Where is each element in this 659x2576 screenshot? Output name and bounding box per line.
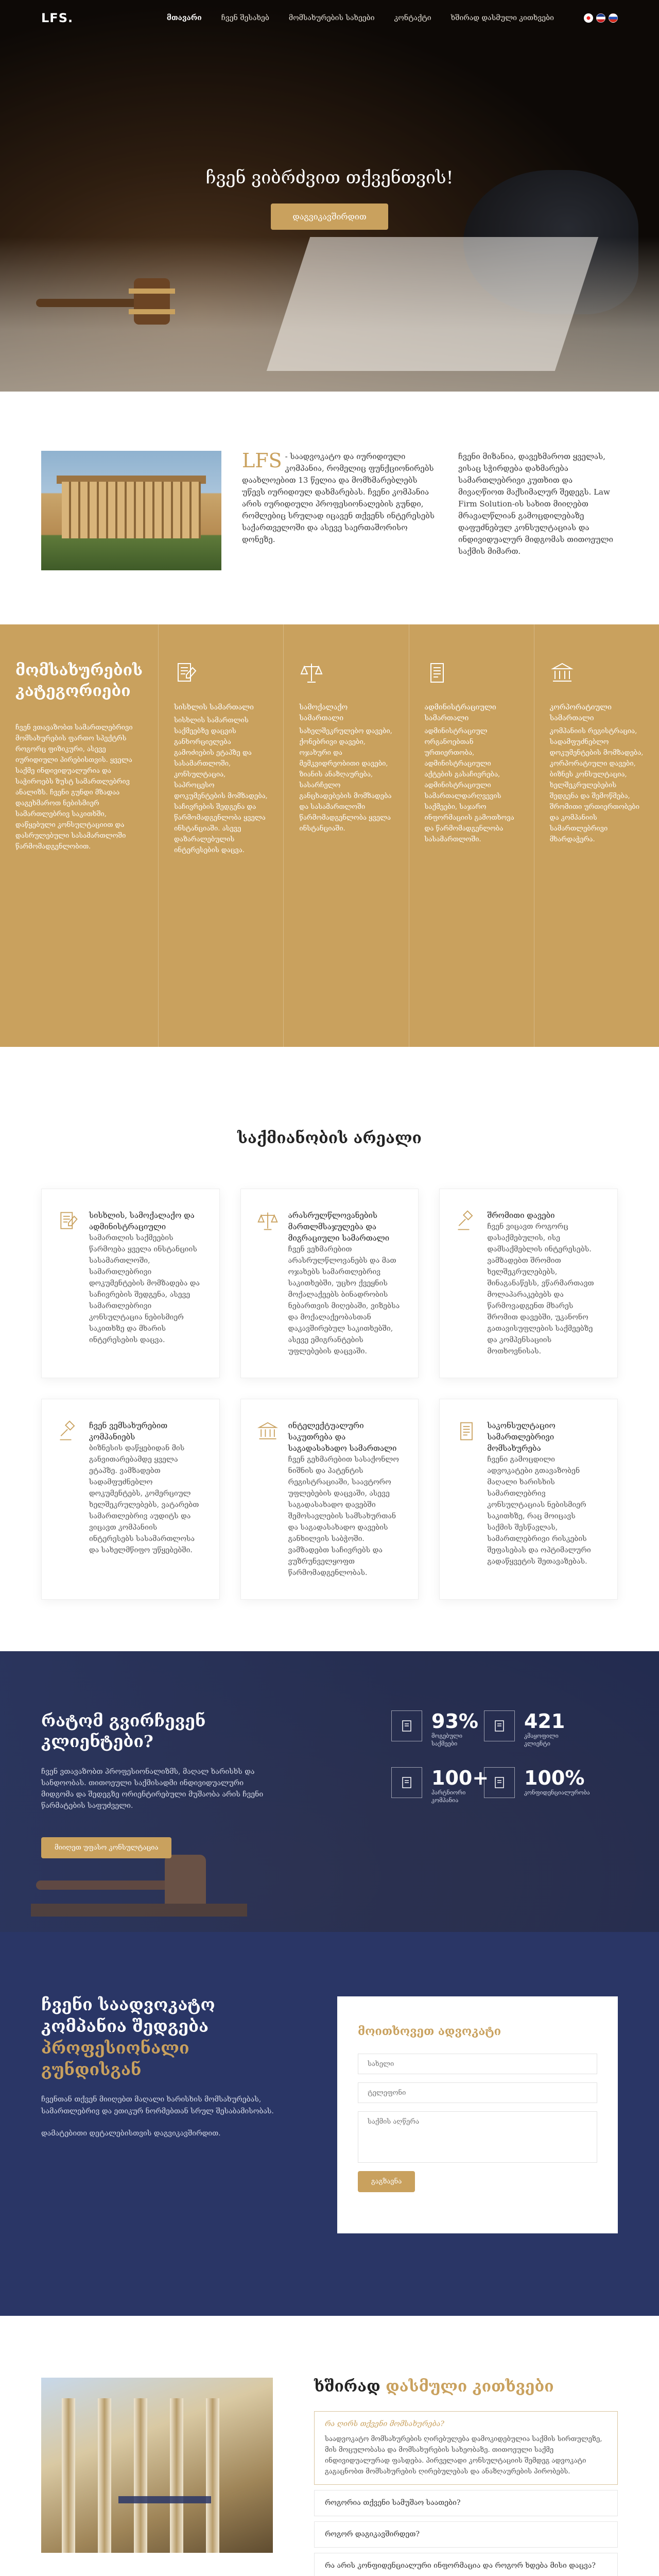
- stat-label: მოგებული საქმეები: [431, 1733, 463, 1747]
- stat-item: [484, 1710, 577, 1752]
- faq-question: როგორია თქვენი სამუშაო საათები?: [325, 2499, 461, 2507]
- card-text: ჩვენ გეხმარებით სასაქონლო ნიშნის და პატენტის რეგისტრაციაში, საავტორო უფლებების დაცვაში, ასევე საგადასახადო დავებში შემოსავლების სამსახურთან და საგადასახადო დავების განხილვის საბჭოში. ვამზადებთ საჩივრებს და ვუზრუნველყოფთ წარმომადგენლობას.: [288, 1455, 399, 1577]
- building-doc-icon: [455, 1420, 478, 1443]
- card-title: არასრულწლოვანების მართლმსაჯულება და მიგრაციული სამართალი: [288, 1211, 390, 1243]
- card-text: ჩვენ ვეხმარებით არასრულწლოვანებს და მათ ოჯახებს სამართლებრივ საკითხებში, უცხო ქვეყნის მოქალაქეებს ბინადრობის ნებართვის მიღებაში, ვიზებსა და მოქალაქეობასთან დაკავშირებულ საკითხებში, ასევე ემიგრანტების უფლებების დაცვაში.: [288, 1245, 400, 1355]
- stat-body: [524, 1710, 570, 1748]
- phone-input[interactable]: [358, 2082, 597, 2103]
- card-body: [487, 1210, 602, 1357]
- image-banner: [118, 2496, 211, 2503]
- category-item: [284, 624, 409, 1047]
- georgia-flag-icon[interactable]: [584, 13, 593, 23]
- name-input[interactable]: [358, 2054, 597, 2074]
- category-heading: ადმინისტრაციული სამართალი: [424, 703, 496, 722]
- stat-body: [431, 1767, 489, 1804]
- faq-title-plain: ხშირად: [314, 2378, 386, 2396]
- free-consultation-button[interactable]: მიიღეთ უფასო კონსულტაცია: [41, 1837, 171, 1858]
- stat-body: [524, 1767, 590, 1797]
- stat-icon-box: [484, 1710, 515, 1741]
- faq-item[interactable]: [314, 2553, 618, 2576]
- hero-contact-button[interactable]: დაგვიკავშირდით: [271, 204, 388, 230]
- bank-icon: [256, 1420, 279, 1443]
- hero-title: ჩვენ ვიბრძვით თქვენთვის!: [205, 167, 454, 188]
- document-icon: [400, 1719, 413, 1733]
- site-logo[interactable]: LFS.: [41, 11, 74, 25]
- card-title: სისხლის, სამოქალაქო და ადმინისტრაციული: [89, 1211, 195, 1231]
- submit-button[interactable]: გაგზავნა: [358, 2171, 415, 2192]
- practice-card: [439, 1399, 618, 1600]
- category-text: კომპანიის რეგისტრაცია, სადამფუძნებლო დოკუმენტების მომზადება, კორპორატიული დავები, ბიზნეს კონსულტაცია, ხელშეკრულებების შედგენა და შემოწმება, შრომითი ურთიერთობები და კომპანიის სამართლებრივი მხარდაჭერა.: [549, 727, 644, 843]
- faq-title: [314, 2378, 618, 2396]
- contact-text-1: ჩვენთან თქვენ მიიღებთ მაღალი ხარისხის მომსახურებას, სამართლებრივ და ეთიკურ ნორმებთან სრულ შესაბამისობას.: [41, 2095, 274, 2115]
- practice-cards: [41, 1189, 618, 1600]
- faq-question: რა ღირს თქვენი მომსახურება?: [325, 2420, 444, 2428]
- category-item: [409, 624, 534, 1047]
- card-text: სამართლის საქმეების წარმოება ყველა ინსტანციის სასამართლოში, სამართლებრივი დოკუმენტების მომზადება და საჩივრების შედგენა, ასევე სამართლებრივი კონსულტაცია ნებისმიერ საკითხზე და მხარის ინტერესების დაცვა.: [89, 1234, 200, 1344]
- bank-icon: [550, 660, 575, 685]
- practice-card: [41, 1399, 220, 1600]
- top-navigation: [0, 0, 659, 36]
- faq-list: [314, 2378, 618, 2576]
- stat-icon-box: [484, 1767, 515, 1798]
- card-title: ინტელექტუალური საკუთრება და საგადასახადო სამართალი: [288, 1421, 397, 1453]
- nav-item-about[interactable]: ჩვენ შესახებ: [221, 14, 269, 22]
- image-column: [98, 2398, 111, 2553]
- category-item: [159, 624, 284, 1047]
- building-doc-icon: [425, 660, 449, 685]
- category-text: სახელშეკრულებო დავები, ქონებრივი დავები, ოჯახური და მემკვიდრეობითი დავები, ზიანის ანაზღაურება, სასარჩელო განცხადებების მომზადება და სასამართლოში წარმომადგენლობა ყველა ინსტანციაში.: [299, 727, 392, 833]
- practice-card: [41, 1189, 220, 1378]
- why-us-title: რატომ გვირჩევენ კლიენტები?: [41, 1711, 206, 1751]
- main-menu: [167, 13, 618, 23]
- stat-body: [431, 1710, 478, 1748]
- faq-title-accent: დასმული კითხვები: [386, 2378, 554, 2396]
- categories-intro-text: ჩვენ ვთავაზობთ სამართლებრივი მომსახურების ფართო სპექტრს როგორც ფიზიკური, ასევე იურიდიული პირებისთვის. ყველა საქმე ინდივიდუალურია და საჭიროებს ზუსტ სამართლებრივ ანალიზს. ჩვენი გუნდი მზადაა დაგეხმაროთ ნებისმიერ სამართლებრივ საკითხში, დაწყებული კონსულტაციით და დასრულებული სასამართლოში წარმომადგენლობით.: [15, 724, 133, 851]
- card-body: [288, 1420, 403, 1579]
- form-title: მოითხოვეთ ადვოკატი: [358, 2025, 501, 2038]
- contact-title: [41, 1994, 283, 2080]
- scales-icon: [299, 660, 324, 685]
- about-paragraph-2: ჩვენი მიზანია, დავეხმაროთ ყველას, ვისაც სჭირდება დახმარება სამართლებრივი კუთხით და მივაღწიოთ მაქსიმალურ შედეგს. Law Firm Solution-ის სახით მიიღებთ მრავალწლიან გამოცდილებაზე დაფუძნებულ კონსულტაციას და ინდივიდუალურ მიდგომას თითოეული საქმის მიმართ.: [458, 452, 614, 556]
- stat-label: კონფიდენციალურობა: [524, 1789, 590, 1796]
- gavel-icon: [455, 1210, 478, 1232]
- card-text: ჩვენ ვიცავთ როგორც დასაქმებულის, ისე დამსაქმებლის ინტერესებს. ვამზადებთ შრომით ხელშეკრულებებს, შინაგანაწესს, ვწარმართავთ მოლაპარაკებებს და წარმოვადგენთ მხარეს შრომით დავებში, უკანონო გათავისუფლების საქმეებზე და კომპენსაციის მოთხოვნისას.: [487, 1223, 594, 1355]
- faq-item[interactable]: [314, 2490, 618, 2516]
- stat-number: 100%: [524, 1767, 585, 1789]
- about-building-image: [41, 451, 221, 570]
- card-body: [89, 1420, 204, 1579]
- category-item: [534, 624, 659, 1047]
- contact-text-2: დამატებითი დეტალებისთვის დაგვიკავშირდით.: [41, 2129, 221, 2138]
- why-us-section: [0, 1651, 659, 1932]
- category-heading: სისხლის სამართალი: [174, 703, 254, 711]
- faq-courthouse-image: [41, 2378, 273, 2553]
- card-title: საკონსულტაციო სამართლებრივი მომსახურება: [487, 1421, 556, 1453]
- stat-number: 100+: [431, 1767, 489, 1789]
- contact-section: [0, 1932, 659, 2316]
- about-paragraph-1: - საადვოკატო და იურიდიული კომპანია, რომელიც ფუნქციონირებს დაახლოებით 13 წელია და მომხმარებლებს უწევს იურიდიულ დახმარებას. ჩვენი კომპანია არის იურიდიული პროფესიონალების გუნდი, რომლებიც სრულად იცავენ თქვენს ინტერესებს საქართველოში და ასევე საერთაშორისო დონეზე.: [242, 452, 435, 544]
- stat-item: [484, 1767, 590, 1808]
- image-column: [62, 2398, 75, 2553]
- about-section: [0, 392, 659, 624]
- contact-title-accent: პროფესიონალი გუნდისგან: [41, 2038, 189, 2079]
- document-pen-icon: [57, 1210, 80, 1232]
- russia-flag-icon[interactable]: [609, 13, 618, 23]
- nav-item-services[interactable]: მომსახურების სახეები: [288, 14, 375, 22]
- hero-section: [0, 0, 659, 392]
- about-logo-text: LFS: [242, 449, 282, 472]
- categories-title: მომსახურების კატეგორიები: [15, 662, 143, 700]
- practice-section: [0, 1047, 659, 1651]
- faq-answer: საადვოკატო მომსახურების ღირებულება დამოკიდებულია საქმის სირთულეზე, მის მოცულობასა და მომსახურების სახეობაზე. თითოეული საქმე ინდივიდუალურად ფასდება. პირველადი კონსულტაციის შემდეგ ადვოკატი გაგაცნობთ მომსახურების ღირებულებას და ანაზღაურების პირობებს.: [325, 2435, 602, 2476]
- gavel-icon: [57, 1420, 80, 1443]
- practice-card: [439, 1189, 618, 1378]
- card-body: [487, 1420, 602, 1579]
- message-textarea[interactable]: [358, 2111, 597, 2163]
- stat-item: [391, 1710, 484, 1752]
- category-heading: კორპორატიული სამართალი: [549, 703, 612, 722]
- contact-content: [41, 1994, 283, 2150]
- card-body: [288, 1210, 403, 1357]
- card-body: [89, 1210, 204, 1357]
- why-us-content: [41, 1710, 268, 1858]
- nav-item-contact[interactable]: კონტაქტი: [394, 14, 431, 22]
- about-text-col2: [458, 451, 618, 570]
- practice-title: საქმიანობის არეალი: [237, 1129, 422, 1147]
- category-text: ადმინისტრაციულ ორგანოებთან ურთიერთობა, ადმინისტრაციული აქტების გასაჩივრება, ადმინისტრაციული სამართალდარღვევის საქმეები, საჯარო ინფორმაციის გამოთხოვა და წარმომადგენლობა სასამართლოში.: [424, 727, 514, 843]
- stat-icon-box: [391, 1710, 422, 1741]
- stat-label: კმაყოფილი კლიენტი: [524, 1733, 559, 1747]
- hero-paper-image: [267, 237, 598, 371]
- card-title: შრომითი დავები: [487, 1211, 555, 1220]
- image-column: [170, 2398, 183, 2553]
- stat-label: პარტნიორი კომპანია: [431, 1789, 466, 1804]
- faq-question: როგორ დაგიკავშირდეთ?: [325, 2530, 420, 2538]
- image-column: [206, 2398, 219, 2553]
- hero-gavel-image: [31, 268, 196, 330]
- category-heading: სამოქალაქო სამართალი: [299, 703, 348, 722]
- category-text: სისხლის სამართლის საქმეებზე დაცვის განხორციელება გამოძიების ეტაპზე და სასამართლოში, კონსულტაცია, საპროცესო დოკუმენტების მომზადება, საჩივრების შედგენა და წარმომადგენლობა ყველა ინსტანციაში. ასევე დაზარალებულის ინტერესების დაცვა.: [174, 717, 268, 854]
- stat-item: [391, 1767, 489, 1808]
- nav-item-faq[interactable]: ხშირად დასმული კითხვები: [450, 14, 554, 22]
- lawyer-request-form: [337, 1996, 618, 2233]
- why-us-text: ჩვენ ვთავაზობთ პროფესიონალიზმს, მაღალ ხარისხს და სანდოობას. თითოეული საქმისადმი ინდივიდუალური მიდგომა და შედეგზე ორიენტირებული მუშაობა არის ჩვენი წარმატების საფუძველი.: [41, 1768, 264, 1810]
- stat-number: 421: [524, 1710, 565, 1733]
- document-icon: [493, 1776, 506, 1789]
- stats-grid: [391, 1710, 590, 1808]
- stat-icon-box: [391, 1767, 422, 1798]
- hero-content: [0, 167, 659, 230]
- about-text-col1: [242, 451, 438, 570]
- faq-question: რა არის კონფიდენციალური ინფორმაცია და როგორ ხდება მისი დაცვა?: [325, 2562, 596, 2570]
- stat-number: 93%: [431, 1710, 478, 1733]
- document-icon: [400, 1776, 413, 1789]
- document-pen-icon: [174, 660, 199, 685]
- categories-section: [0, 624, 659, 1047]
- building-facade: [62, 482, 201, 538]
- practice-card: [240, 1189, 419, 1378]
- scales-icon: [256, 1210, 279, 1232]
- categories-intro: [0, 624, 159, 1047]
- contact-title-plain: ჩვენი საადვოკატო კომპანია შედგება: [41, 1995, 215, 2036]
- nav-item-home[interactable]: მთავარი: [166, 14, 202, 22]
- faq-item[interactable]: [314, 2521, 618, 2548]
- practice-card: [240, 1399, 419, 1600]
- faq-item-open[interactable]: [314, 2411, 618, 2485]
- england-flag-icon[interactable]: [596, 13, 605, 23]
- language-switcher: [584, 13, 618, 23]
- image-column: [134, 2398, 147, 2553]
- document-icon: [493, 1719, 506, 1733]
- faq-section: [0, 2316, 659, 2576]
- card-title: ჩვენ ვემსახურებით კომპანიებს: [89, 1421, 168, 1442]
- card-text: ჩვენი გამოცდილი ადვოკატები გთავაზობენ მაღალი ხარისხის სამართლებრივ კონსულტაციას ნებისმიერ საკითხზე, რაც მოიცავს საქმის შესწავლას, სამართლებრივი რისკების შეფასებას და ოპტიმალური გადაწყვეტის შეთავაზებას.: [487, 1455, 591, 1566]
- card-text: ბიზნესის დაწყებიდან მის განვითარებამდე ყველა ეტაპზე. ვამზადებთ სადამფუძნებლო დოკუმენტებს, კომერციულ ხელშეკრულებებს, ვატარებთ სამართლებრივ აუდიტს და ვიცავთ კომპანიის ინტერესებს სასამართლოსა და სახელმწიფო უწყებებში.: [89, 1444, 199, 1554]
